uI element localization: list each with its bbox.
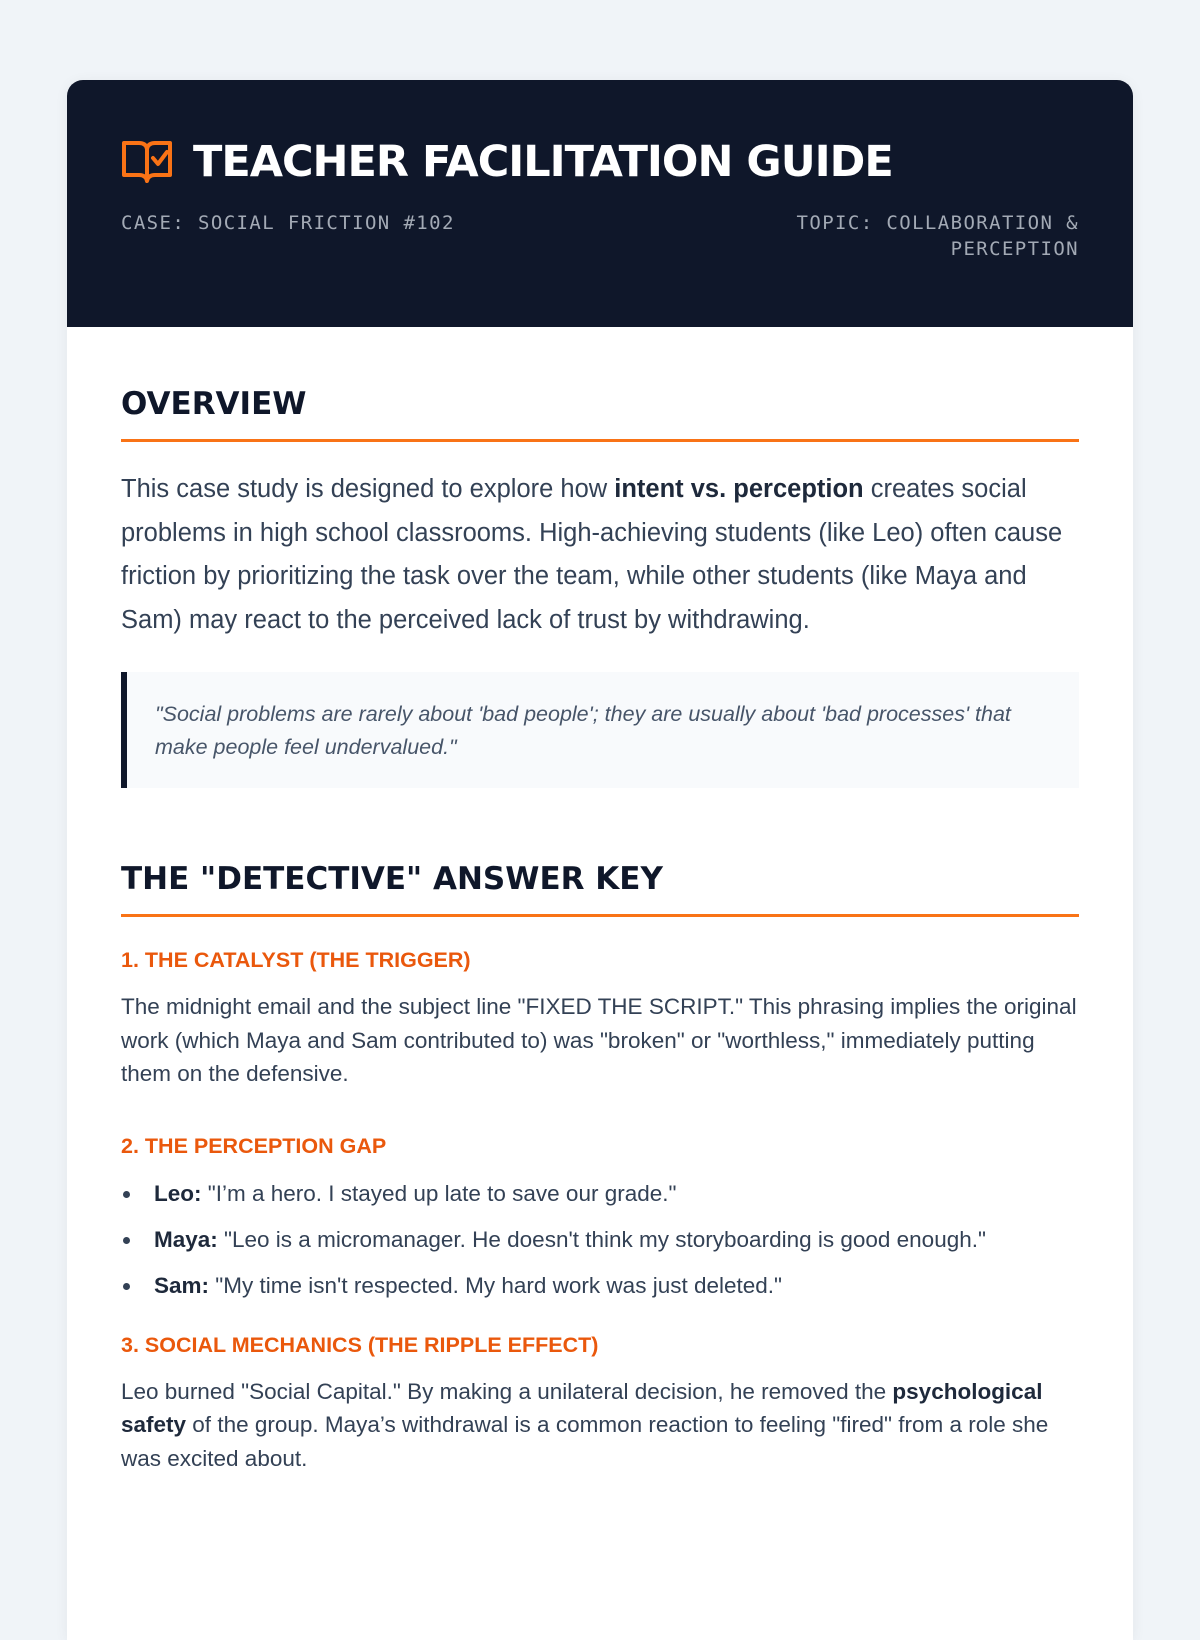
case-label: CASE: SOCIAL FRICTION #102 <box>121 212 455 234</box>
book-check-icon <box>121 138 173 186</box>
list-item <box>121 1269 1079 1302</box>
bullet-icon <box>123 1283 130 1290</box>
bullet-icon <box>123 1237 130 1244</box>
guide-card <box>67 80 1133 1640</box>
answer-key-heading: THE "DETECTIVE" ANSWER KEY <box>121 858 1079 917</box>
character-quote: "My time isn't respected. My hard work was just deleted." <box>209 1272 783 1298</box>
pull-quote: "Social problems are rarely about 'bad people'; they are usually about 'bad processes' that make people feel undervalued." <box>121 672 1079 788</box>
title-row <box>121 132 1079 192</box>
social-mechanics-start: Leo burned "Social Capital." By making a unilateral decision, he removed the <box>121 1378 893 1404</box>
guide-content <box>67 327 1133 1475</box>
page-title: TEACHER FACILITATION GUIDE <box>193 137 893 187</box>
social-mechanics-title: 3. SOCIAL MECHANICS (THE RIPPLE EFFECT) <box>121 1332 599 1357</box>
overview-paragraph <box>121 468 1079 642</box>
social-mechanics-emphasis: psychological safety <box>121 1378 1043 1437</box>
catalyst-title: 1. THE CATALYST (THE TRIGGER) <box>121 948 471 972</box>
character-quote: "Leo is a micromanager. He doesn't think my storyboarding is good enough." <box>217 1226 986 1252</box>
list-item <box>121 1223 1079 1256</box>
social-mechanics-end: of the group. Maya’s withdrawal is a common reaction to feeling "fired" from a role she was excited about. <box>121 1412 1049 1471</box>
overview-text-start: This case study is designed to explore how <box>121 475 615 503</box>
guide-header <box>67 80 1133 327</box>
catalyst-text: The midnight email and the subject line "FIXED THE SCRIPT." This phrasing implies the original work (which Maya and Sam contributed to) was "broken" or "worthless," immediately putting them on the defensive. <box>121 994 1077 1086</box>
character-name: Maya: <box>154 1226 218 1252</box>
meta-row <box>121 210 1079 262</box>
overview-emphasis: intent vs. perception <box>614 475 864 503</box>
topic-label: TOPIC: COLLABORATION & PERCEPTION <box>796 212 1079 260</box>
character-name: Leo: <box>154 1180 202 1206</box>
perception-list <box>121 1177 1079 1302</box>
social-mechanics-text <box>121 1375 1079 1476</box>
character-name: Sam: <box>154 1272 210 1298</box>
overview-heading: OVERVIEW <box>121 383 1079 442</box>
character-quote: "I’m a hero. I stayed up late to save our grade." <box>201 1180 677 1206</box>
bullet-icon <box>123 1191 130 1198</box>
overview-text-end: creates social problems in high school classrooms. High-achieving students (like Leo) often cause friction by prioritizing the task over the team, while other students (like Maya and Sam) may react to the perceived lack of trust by withdrawing. <box>121 475 1063 634</box>
list-item <box>121 1177 1079 1210</box>
perception-gap-title: 2. THE PERCEPTION GAP <box>121 1133 387 1158</box>
